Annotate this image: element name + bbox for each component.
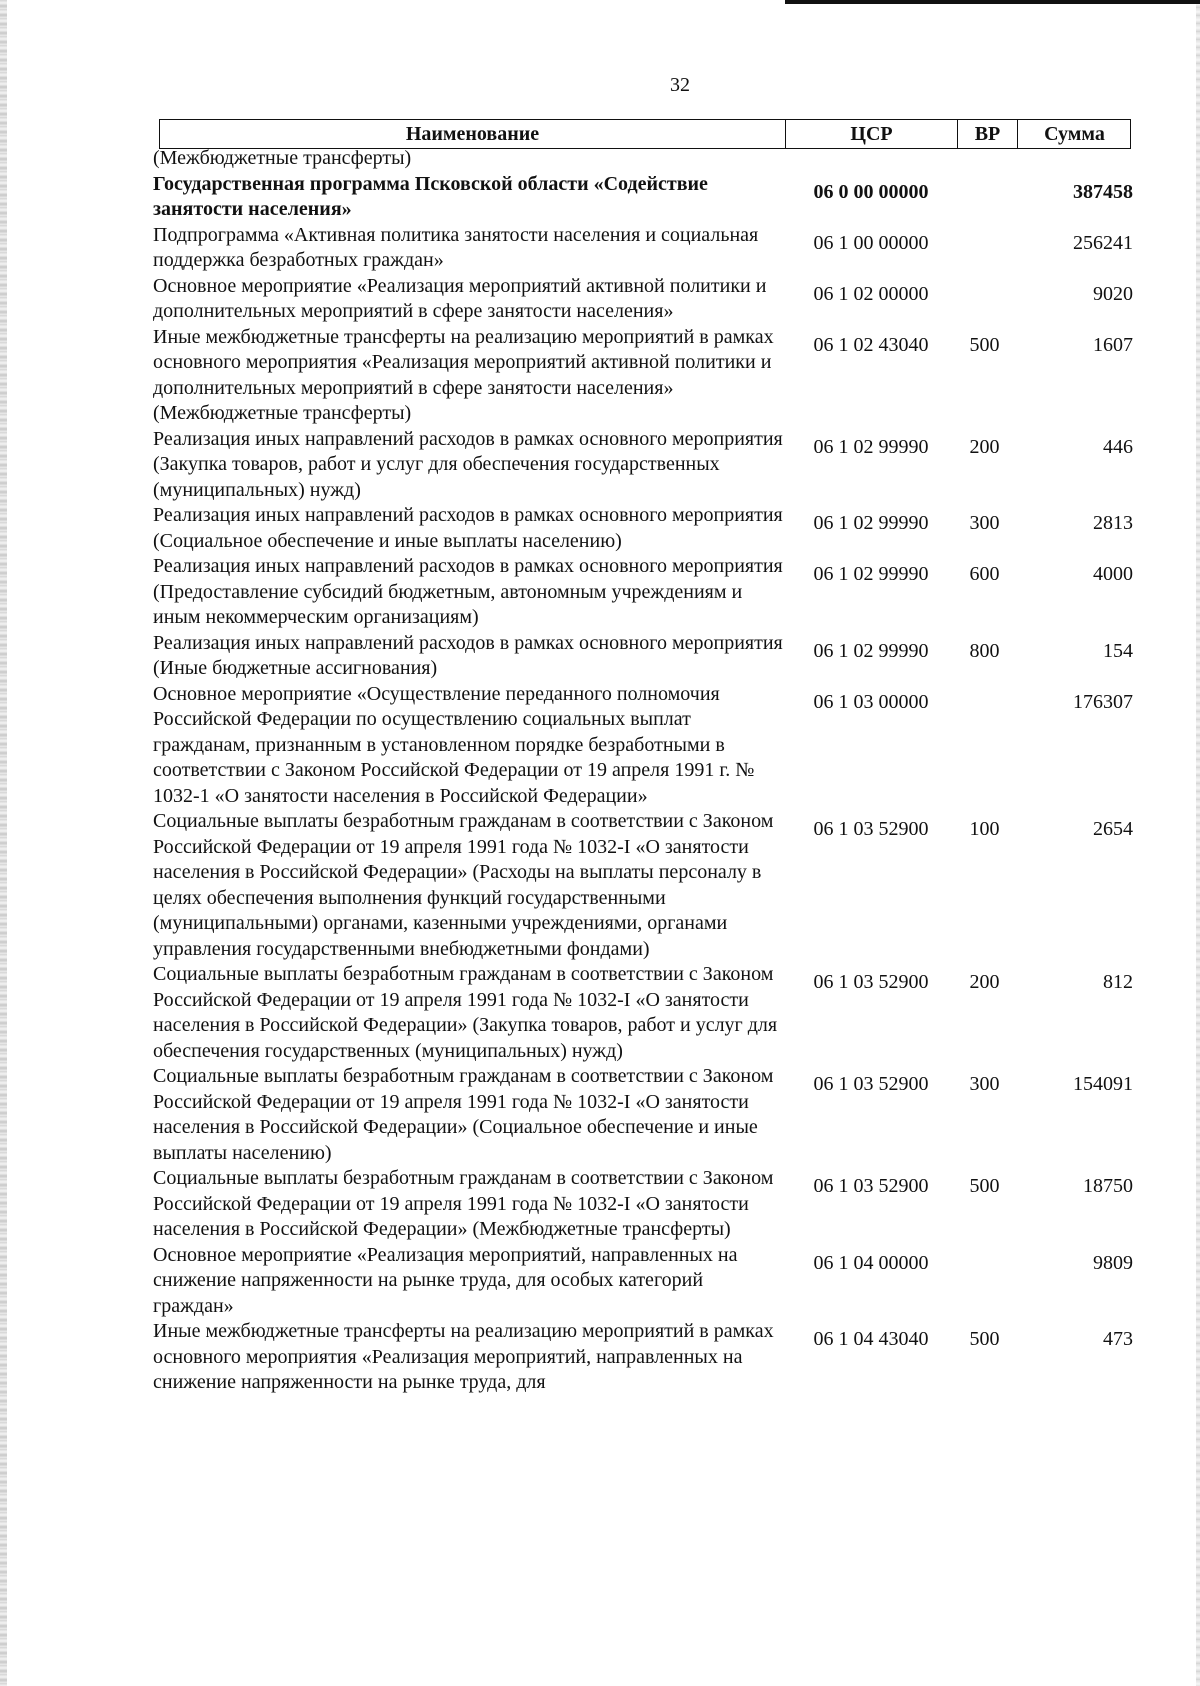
page-number: 32 (670, 74, 690, 96)
row-csr: 06 1 03 52900 (813, 971, 929, 993)
row-sum: 154091 (1073, 1073, 1133, 1095)
row-vr: 100 (969, 818, 1000, 840)
row-csr: 06 1 00 00000 (813, 231, 929, 254)
table-row (153, 325, 1153, 427)
row-vr: 300 (969, 512, 1000, 534)
row-sum: 473 (1103, 1328, 1133, 1350)
row-name: Основное мероприятие «Реализация мероприятий активной политики и дополнительных мероприятий в сфере занятости населения» (153, 274, 767, 322)
table-row (153, 223, 1153, 274)
table-row (153, 172, 1153, 223)
row-sum: 256241 (1073, 231, 1133, 254)
row-name: Социальные выплаты безработным гражданам в соответствии с Законом Российской Федерации от 19 апреля 1991 года № 1032-I «О занятости населения в Российской Федерации» (Межбюджетные трансферты) (153, 1167, 774, 1240)
table-row (153, 1243, 1153, 1320)
table-row (153, 682, 1153, 810)
row-vr (957, 223, 1012, 231)
table-row (153, 146, 1153, 172)
row-csr: 06 1 03 52900 (813, 1073, 929, 1095)
table-header (159, 119, 1131, 149)
row-csr: 06 1 02 00000 (813, 282, 929, 305)
table-row (153, 962, 1153, 1064)
row-csr: 06 1 02 99990 (813, 563, 929, 585)
row-name: Основное мероприятие «Осуществление переданного полномочия Российской Федерации по осуществлению социальных выплат гражданам, признанным в установленном порядке безработными в соответствии с Законом Российской Федерации от 19 апреля 1991 г. № 1032-1 «О занятости населения в Российской Федерации» (153, 682, 755, 807)
header-csr: ЦСР (785, 120, 957, 148)
row-vr (957, 172, 1012, 180)
row-name: Реализация иных направлений расходов в рамках основного мероприятия (Предоставление субсидий бюджетным, автономным учреждениям и иным некоммерческим организациям) (153, 555, 783, 628)
row-name: Государственная программа Псковской области «Содействие занятости населения» (153, 172, 708, 220)
row-sum: 446 (1103, 435, 1133, 458)
header-vr: ВР (957, 120, 1017, 148)
row-name: Основное мероприятие «Реализация мероприятий, направленных на снижение напряженности на рынке труда, для особых категорий граждан» (153, 1243, 738, 1317)
row-vr: 500 (969, 1175, 1000, 1197)
row-name: Социальные выплаты безработным гражданам в соответствии с Законом Российской Федерации от 19 апреля 1991 года № 1032-I «О занятости населения в Российской Федерации» (Расходы на выплаты персоналу в целях обеспечения выполнения функций государственными (муниципальными) органами, казенными учреждениями, органами управления государственными внебюджетными фондами) (153, 810, 774, 960)
table-body (153, 146, 1153, 1676)
header-name: Наименование (405, 123, 540, 145)
row-vr: 200 (969, 971, 1000, 993)
row-csr: 06 1 02 43040 (813, 333, 929, 356)
table-row (153, 554, 1153, 631)
table-row (153, 1064, 1153, 1166)
table-row (153, 503, 1153, 554)
row-csr: 06 1 03 52900 (813, 1175, 929, 1197)
row-vr: 500 (969, 333, 1000, 356)
row-vr: 600 (969, 563, 1000, 585)
scan-top-bar (785, 0, 1200, 4)
row-name: Реализация иных направлений расходов в рамках основного мероприятия (Закупка товаров, работ и услуг для обеспечения государственных (муниципальных) нужд) (153, 427, 783, 501)
table-row (153, 1166, 1153, 1243)
row-sum: 154 (1103, 639, 1133, 662)
row-csr: 06 1 04 00000 (813, 1251, 929, 1274)
row-csr: 06 1 03 00000 (813, 690, 929, 713)
scan-edge-right (1196, 0, 1200, 1686)
row-name: Иные межбюджетные трансферты на реализацию мероприятий в рамках основного мероприятия «Реализация мероприятий, направленных на снижение напряженности на рынке труда, для (153, 1320, 774, 1393)
header-sum: Сумма (1017, 120, 1131, 148)
row-sum: 9809 (1093, 1251, 1133, 1274)
row-sum: 9020 (1093, 282, 1133, 305)
row-sum: 2654 (1093, 818, 1133, 840)
table-row (153, 1319, 1153, 1396)
row-csr: 06 0 00 00000 (813, 180, 929, 203)
row-vr: 500 (969, 1328, 1000, 1350)
row-name: Реализация иных направлений расходов в рамках основного мероприятия (Иные бюджетные ассигнования) (153, 631, 783, 679)
table-row (153, 274, 1153, 325)
row-vr: 300 (969, 1073, 1000, 1095)
row-csr: 06 1 02 99990 (813, 639, 929, 662)
row-sum: 387458 (1073, 180, 1133, 203)
row-csr: 06 1 02 99990 (813, 435, 929, 458)
row-sum: 812 (1103, 971, 1133, 993)
row-sum: 18750 (1083, 1175, 1133, 1197)
row-csr: 06 1 02 99990 (813, 512, 929, 534)
row-vr: 200 (969, 435, 1000, 458)
row-name: Социальные выплаты безработным гражданам в соответствии с Законом Российской Федерации от 19 апреля 1991 года № 1032-I «О занятости населения в Российской Федерации» (Закупка товаров, работ и услуг для обеспечения государственных (муниципальных) нужд) (153, 963, 778, 1062)
table-row (153, 427, 1153, 504)
row-name: (Межбюджетные трансферты) (153, 147, 412, 169)
row-csr: 06 1 04 43040 (813, 1328, 929, 1350)
row-sum: 176307 (1073, 690, 1133, 713)
row-sum: 2813 (1093, 512, 1133, 534)
table-row (153, 631, 1153, 682)
scan-edge-left (0, 0, 7, 1686)
row-vr (957, 682, 1012, 690)
table-row (153, 809, 1153, 962)
row-vr (957, 274, 1012, 282)
row-vr: 800 (969, 639, 1000, 662)
row-name: Иные межбюджетные трансферты на реализацию мероприятий в рамках основного мероприятия «Реализация мероприятий активной политики и дополнительных мероприятий в сфере занятости населения» (Межбюджетные трансферты) (153, 325, 774, 424)
row-vr (957, 1243, 1012, 1251)
row-name: Социальные выплаты безработным гражданам в соответствии с Законом Российской Федерации от 19 апреля 1991 года № 1032-I «О занятости населения в Российской Федерации» (Социальное обеспечение и иные выплаты населению) (153, 1065, 774, 1164)
row-sum: 4000 (1093, 563, 1133, 585)
row-sum: 1607 (1093, 333, 1133, 356)
row-name: Подпрограмма «Активная политика занятости населения и социальная поддержка безработных граждан» (153, 223, 759, 271)
row-name: Реализация иных направлений расходов в рамках основного мероприятия (Социальное обеспечение и иные выплаты населению) (153, 504, 783, 552)
row-csr: 06 1 03 52900 (813, 818, 929, 840)
